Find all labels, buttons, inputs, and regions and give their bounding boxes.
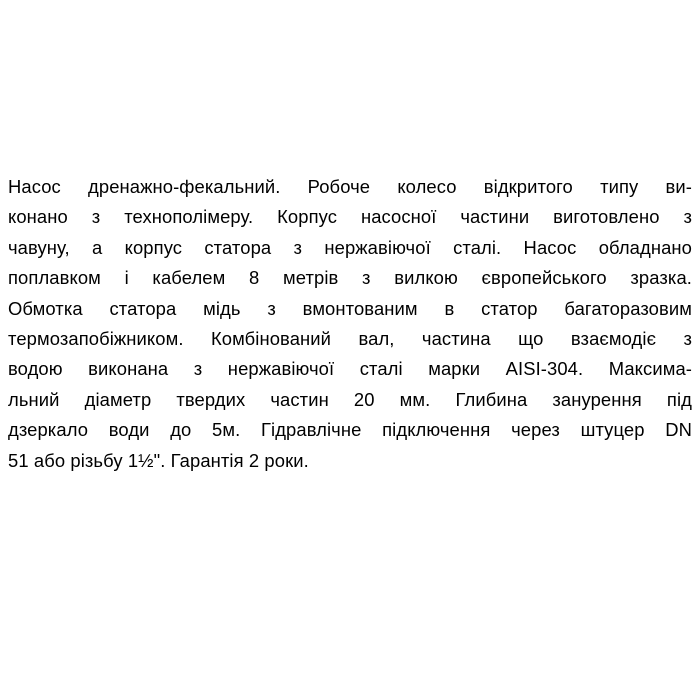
description-line: Насос дренажно-фекальний. Робоче колесо відкритого типу ви- xyxy=(8,176,692,197)
description-line: поплавком і кабелем 8 метрів з вилкою європейського зразка. xyxy=(8,267,692,289)
description-line: дзеркало води до 5м. Гідравлічне підключення через штуцер DN xyxy=(8,419,692,441)
description-line: Обмотка статора мідь з вмонтованим в статор багаторазовим xyxy=(8,297,692,319)
description-line: водою виконана з нержавіючої сталі марки AISI-304. Максима- xyxy=(8,358,692,380)
description-line: льний діаметр твердих частин 20 мм. Глибина занурення під xyxy=(8,388,692,410)
description-line: термозапобіжником. Комбінований вал, частина що взаємодіє з xyxy=(8,328,692,350)
product-description xyxy=(8,172,692,476)
description-line: 51 або різьбу 1½". Гарантія 2 роки. xyxy=(8,449,309,471)
description-line: конано з технополімеру. Корпус насосної частини виготовлено з xyxy=(8,206,692,228)
description-line: чавуну, а корпус статора з нержавіючої сталі. Насос обладнано xyxy=(8,236,692,258)
